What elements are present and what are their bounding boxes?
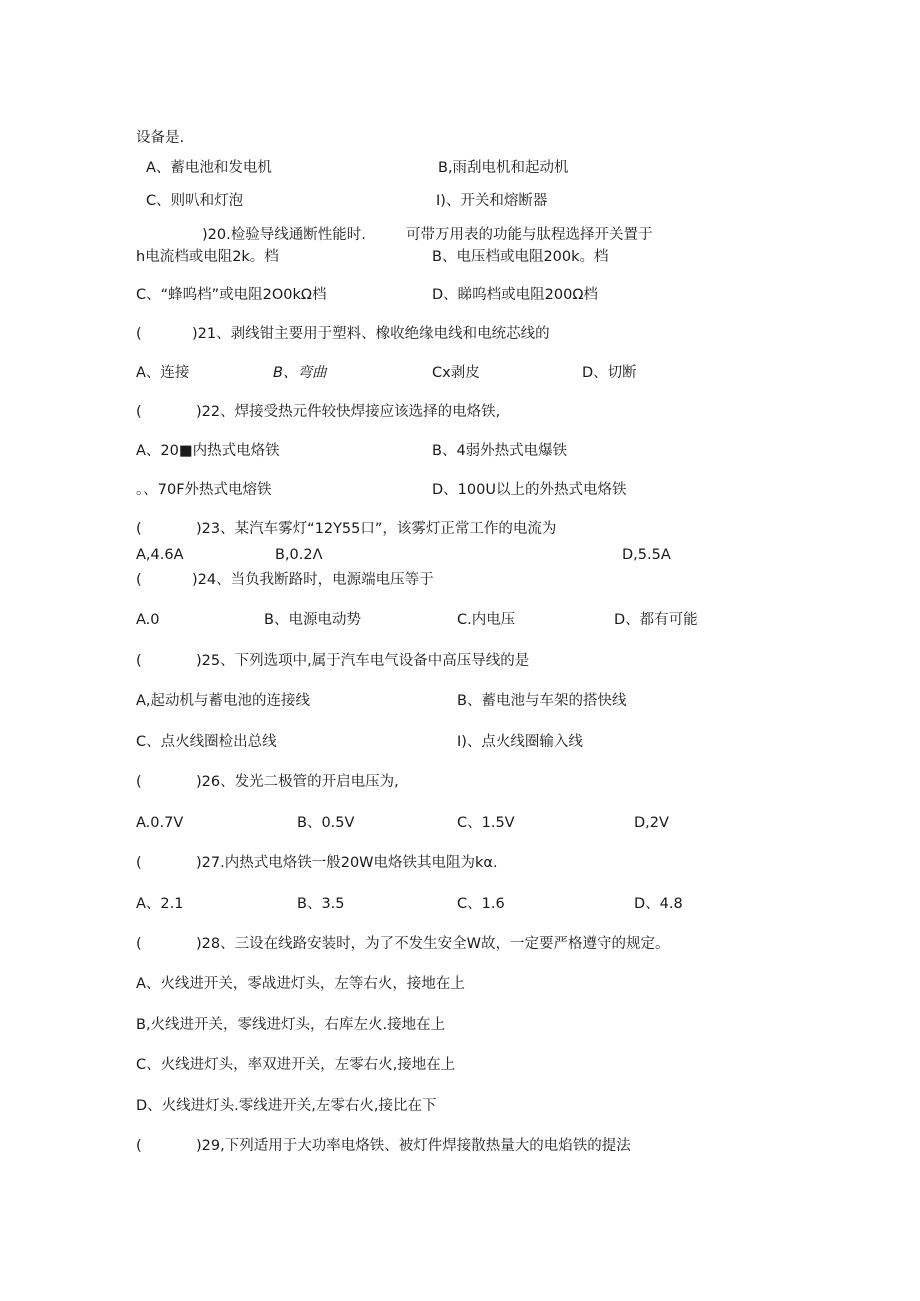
q28-option-c: C、火线进灯头，率双进开关，左零右火,接地在上 <box>136 1057 456 1073</box>
q25-option-d: I)、点火线圈输入线 <box>457 734 583 750</box>
q23-option-d: D,5.5A <box>622 547 671 563</box>
q27-option-c: C、1.6 <box>457 896 505 912</box>
q27-stem: )27.内热式电烙铁一般20W电烙铁其电阻为kα. <box>196 855 498 871</box>
q24-option-a: A.0 <box>136 612 160 628</box>
q21-option-c: Cx剥皮 <box>432 365 480 381</box>
q22-option-d: D、100U以上的外热式电烙铁 <box>432 482 627 498</box>
q22-stem: )22、焊接受热元件较快焊接应该选择的电烙铁, <box>196 404 501 420</box>
q28-option-d: D、火线进灯头.零线进开关,左零右火,接比在下 <box>136 1098 437 1114</box>
q27-paren: ( <box>136 855 142 871</box>
q25-option-b: B、蓄电池与车架的搭快线 <box>457 693 627 709</box>
q24-option-b: B、电源电动势 <box>264 612 361 628</box>
q24-option-c: C.内电压 <box>457 612 516 628</box>
q21-option-b: B、弯曲 <box>273 365 327 381</box>
q26-stem: )26、发光二极管的开启电压为, <box>196 774 399 790</box>
q29-stem: )29,下列适用于大功率电烙铁、被灯件焊接散热量大的电焰铁的提法 <box>196 1138 631 1154</box>
q21-stem: )21、剥线钳主要用于塑料、橡收绝缘电线和电统芯线的 <box>192 326 550 342</box>
q25-stem: )25、下列选项中,属于汽车电气设备中高压导线的是 <box>196 653 530 669</box>
q19-option-a: A、蓄电池和发电机 <box>146 160 272 176</box>
q25-option-a: A,起动机与蓄电池的连接线 <box>136 693 311 709</box>
q29-paren: ( <box>136 1138 142 1154</box>
q23-paren: ( <box>136 521 142 537</box>
q27-option-b: B、3.5 <box>297 896 345 912</box>
q24-option-d: D、都有可能 <box>614 612 698 628</box>
q22-paren: ( <box>136 404 142 420</box>
q22-option-b: B、4弱外热式电爆铁 <box>432 443 568 459</box>
q24-stem: )24、当负我断路时，电源端电压等于 <box>192 572 434 588</box>
q21-paren: ( <box>136 326 142 342</box>
q23-stem: )23、某汽车雾灯“12Y55口”，该雾灯正常工作的电流为 <box>196 521 557 537</box>
q26-option-a: A.0.7V <box>136 815 184 831</box>
q20-option-d: D、睇呜档或电阻200Ω档 <box>432 287 598 303</box>
q23-option-b: B,0.2Λ <box>275 547 323 563</box>
q26-option-b: B、0.5V <box>297 815 355 831</box>
q20-option-a: h电流档或电阻2k。档 <box>136 249 279 265</box>
q25-paren: ( <box>136 653 142 669</box>
q26-option-c: C、1.5V <box>457 815 515 831</box>
q28-stem: )28、三设在线路安装时，为了不发生安全W故，一定要严格遵守的规定。 <box>196 936 670 952</box>
q20-option-b: B、电压档或电阻200k。档 <box>432 249 609 265</box>
q28-option-a: A、火线进开关，零战进灯头，左等右火，接地在上 <box>136 976 465 992</box>
q28-paren: ( <box>136 936 142 952</box>
q21-option-d: D、切断 <box>582 365 637 381</box>
q19-option-b: B,雨刮电机和起动机 <box>438 160 569 176</box>
q20-option-c: C、“蜂呜档”或电阻2O0kΩ档 <box>136 287 327 303</box>
q23-option-a: A,4.6A <box>136 547 184 563</box>
q22-option-a: A、20■内热式电烙铁 <box>136 443 280 459</box>
q19-option-c: C、则叭和灯泡 <box>146 193 244 209</box>
q20-stem-b: 可带万用表的功能与肽程选择开关置于 <box>406 227 653 243</box>
q27-option-d: D、4.8 <box>634 896 683 912</box>
q20-stem-a: )20.检验导线通断性能时. <box>202 227 366 243</box>
q27-option-a: A、2.1 <box>136 896 184 912</box>
intro-text: 设备是. <box>136 130 185 146</box>
q26-option-d: D,2V <box>634 815 669 831</box>
q28-option-b: B,火线进开关，零线进灯头，右库左火.接地在上 <box>136 1017 446 1033</box>
q22-option-c: 。、70F外热式电熔铁 <box>136 482 272 498</box>
q25-option-c: C、点火线圈检出总线 <box>136 734 277 750</box>
q26-paren: ( <box>136 774 142 790</box>
q21-option-a: A、连接 <box>136 365 190 381</box>
q24-paren: ( <box>136 572 142 588</box>
q19-option-d: I)、开关和熔断器 <box>436 193 548 209</box>
